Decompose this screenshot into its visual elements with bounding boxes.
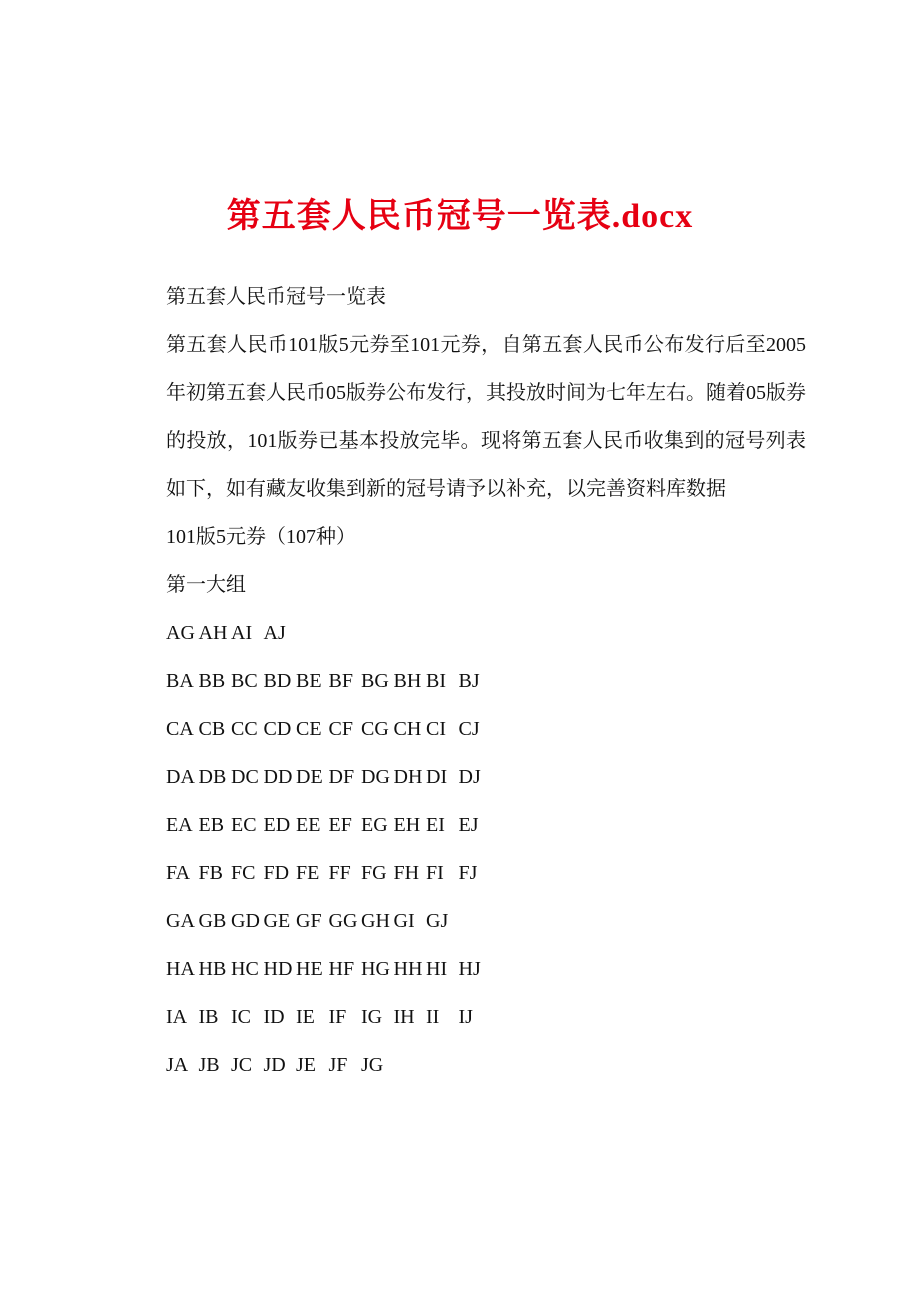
serial-prefix-code: HE [296, 958, 323, 980]
serial-prefix-code: HA [166, 958, 195, 980]
document-body [166, 273, 806, 1089]
serial-prefix-code: EI [426, 814, 445, 836]
serial-prefix-code: FH [393, 862, 420, 884]
serial-prefix-code: DC [231, 766, 259, 788]
serial-prefix-code: GJ [426, 910, 449, 932]
serial-prefix-code: GG [328, 910, 358, 932]
serial-prefix-code: EG [361, 814, 388, 836]
serial-prefix-code: AH [198, 622, 228, 644]
serial-prefix-code: GF [296, 910, 322, 932]
serial-prefix-code: JG [361, 1054, 384, 1076]
serial-prefix-code: FD [263, 862, 290, 884]
serial-prefix-code: BF [328, 670, 353, 692]
serial-prefix-code: CE [296, 718, 322, 740]
serial-prefix-code: JA [166, 1054, 189, 1076]
serial-prefix-code: EJ [458, 814, 479, 836]
serial-prefix-code: JC [231, 1054, 253, 1076]
serial-prefix-code: CF [328, 718, 353, 740]
serial-prefix-code: HH [393, 958, 423, 980]
serial-prefix-code: GE [263, 910, 291, 932]
serial-prefix-code: BC [231, 670, 258, 692]
serial-prefix-code: HD [263, 958, 293, 980]
serial-prefix-code: IG [361, 1006, 383, 1028]
serial-prefix-code: GD [231, 910, 260, 932]
code-row [166, 1041, 806, 1089]
serial-prefix-code: JD [263, 1054, 286, 1076]
serial-prefix-code: AI [231, 622, 253, 644]
serial-prefix-code: FE [296, 862, 320, 884]
serial-prefix-code: CD [263, 718, 292, 740]
code-row [166, 753, 806, 801]
code-list [166, 609, 806, 1089]
serial-prefix-code: II [426, 1006, 440, 1028]
serial-prefix-code: BJ [458, 670, 480, 692]
serial-prefix-code: FC [231, 862, 256, 884]
serial-prefix-code: JF [328, 1054, 348, 1076]
serial-prefix-code: DD [263, 766, 293, 788]
serial-prefix-code: BG [361, 670, 389, 692]
serial-prefix-code: CH [393, 718, 422, 740]
serial-prefix-code: DF [328, 766, 355, 788]
serial-prefix-code: BI [426, 670, 446, 692]
serial-prefix-code: AG [166, 622, 195, 644]
serial-prefix-code: FJ [458, 862, 478, 884]
serial-prefix-code: BH [393, 670, 422, 692]
serial-prefix-code: DG [361, 766, 390, 788]
serial-prefix-code: IC [231, 1006, 251, 1028]
serial-prefix-code: CC [231, 718, 258, 740]
serial-prefix-code: BD [263, 670, 292, 692]
serial-prefix-code: CJ [458, 718, 480, 740]
code-row [166, 657, 806, 705]
serial-prefix-code: ED [263, 814, 291, 836]
serial-prefix-code: IE [296, 1006, 315, 1028]
serial-prefix-code: CB [198, 718, 226, 740]
serial-prefix-code: DJ [458, 766, 481, 788]
serial-prefix-code: HG [361, 958, 390, 980]
serial-prefix-code: BE [296, 670, 322, 692]
code-row [166, 705, 806, 753]
serial-prefix-code: BB [198, 670, 226, 692]
serial-prefix-code: EF [328, 814, 352, 836]
code-row [166, 849, 806, 897]
serial-prefix-code: GB [198, 910, 227, 932]
serial-prefix-code: HC [231, 958, 259, 980]
group-heading: 第一大组 [166, 574, 246, 596]
code-row [166, 609, 806, 657]
serial-prefix-code: EB [198, 814, 225, 836]
serial-prefix-code: CA [166, 718, 194, 740]
serial-prefix-code: EH [393, 814, 421, 836]
serial-prefix-code: HB [198, 958, 227, 980]
serial-prefix-code: CI [426, 718, 446, 740]
serial-prefix-code: DB [198, 766, 227, 788]
serial-prefix-code: EC [231, 814, 257, 836]
serial-prefix-code: IJ [458, 1006, 473, 1028]
section-heading: 101版5元券（107种） [166, 526, 356, 548]
code-row [166, 993, 806, 1041]
serial-prefix-code: DA [166, 766, 195, 788]
serial-prefix-code: GI [393, 910, 415, 932]
serial-prefix-code: HF [328, 958, 355, 980]
serial-prefix-code: FG [361, 862, 387, 884]
intro-paragraph: 第五套人民币101版5元券至101元券，自第五套人民币公布发行后至2005年初第五套人民币05版券公布发行，其投放时间为七年左右。随着05版券的投放，101版券已基本投放完毕。现将第五套人民币收集到的冠号列表如下，如有藏友收集到新的冠号请予以补充，以完善资料库数据 [166, 334, 806, 500]
serial-prefix-code: JE [296, 1054, 316, 1076]
serial-prefix-code: ID [263, 1006, 285, 1028]
serial-prefix-code: FI [426, 862, 444, 884]
serial-prefix-code: EA [166, 814, 193, 836]
serial-prefix-code: HJ [458, 958, 481, 980]
serial-prefix-code: IB [198, 1006, 219, 1028]
serial-prefix-code: GH [361, 910, 390, 932]
heading: 第五套人民币冠号一览表 [166, 286, 386, 308]
serial-prefix-code: FF [328, 862, 351, 884]
serial-prefix-code: IA [166, 1006, 188, 1028]
serial-prefix-code: AJ [263, 622, 286, 644]
serial-prefix-code: CG [361, 718, 389, 740]
code-row [166, 897, 806, 945]
serial-prefix-code: HI [426, 958, 448, 980]
serial-prefix-code: IH [393, 1006, 415, 1028]
serial-prefix-code: JB [198, 1054, 220, 1076]
serial-prefix-code: DI [426, 766, 448, 788]
serial-prefix-code: IF [328, 1006, 347, 1028]
serial-prefix-code: BA [166, 670, 194, 692]
document-title: 第五套人民币冠号一览表.docx [226, 198, 694, 235]
serial-prefix-code: FB [198, 862, 223, 884]
serial-prefix-code: FA [166, 862, 191, 884]
serial-prefix-code: GA [166, 910, 195, 932]
code-row [166, 801, 806, 849]
serial-prefix-code: DH [393, 766, 423, 788]
code-row [166, 945, 806, 993]
serial-prefix-code: EE [296, 814, 321, 836]
serial-prefix-code: DE [296, 766, 323, 788]
